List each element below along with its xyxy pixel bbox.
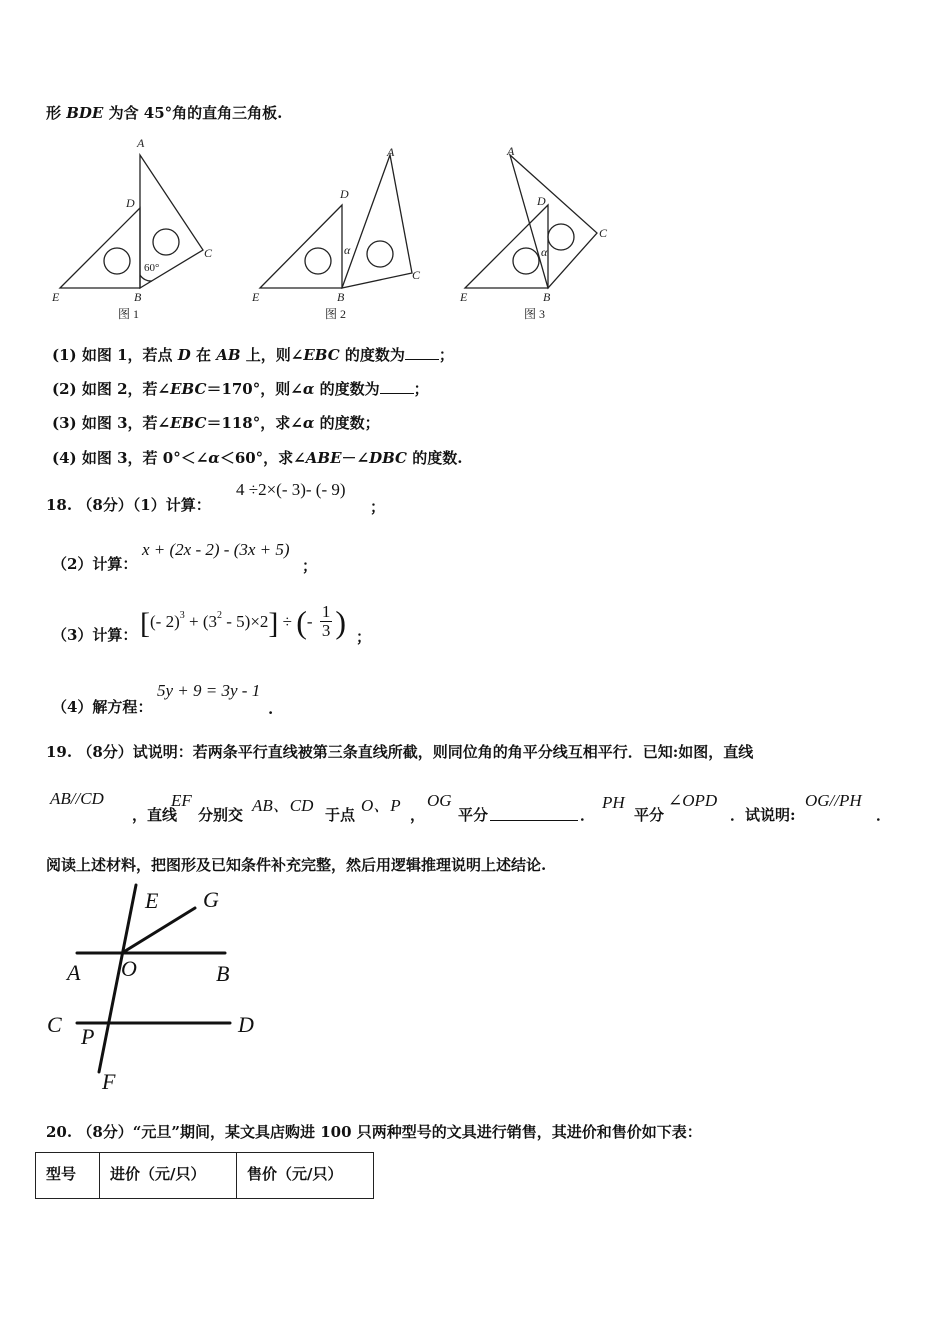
fig19-label-d: D bbox=[238, 1012, 254, 1037]
q19-line1: 19. （8分）试说明：若两条平行直线被第三条直线所截，则同位角的角平分线互相平行．已知:如图，直线 bbox=[46, 743, 754, 761]
q18-expr2: x + (2x - 2) - (3x + 5) bbox=[142, 540, 290, 559]
q19-ab-cd2: AB、CD bbox=[252, 796, 314, 815]
fig3-triangle-abc bbox=[510, 155, 597, 288]
fig2-label-a: A bbox=[387, 145, 395, 159]
fig2-label-b: B bbox=[337, 290, 345, 304]
fig19-label-o: O bbox=[121, 956, 137, 981]
fig1-angle-label: 60° bbox=[144, 262, 160, 274]
q20-price-table bbox=[35, 1152, 374, 1199]
fig3-label-c: C bbox=[599, 226, 608, 240]
q18-expr1: 4 ÷2×(- 3)- (- 9) bbox=[236, 480, 346, 499]
q18-expr3: [(- $2)^3 + (3^2 - 5)\times 2$] ÷ (- $\frac{1}{3}$ ) bbox=[140, 601, 346, 640]
fig1-label-a: A bbox=[137, 136, 145, 150]
q19-ph: PH bbox=[602, 793, 625, 812]
intro-line bbox=[46, 103, 282, 123]
fig1-label-b: B bbox=[134, 290, 142, 304]
fig1-label-d: D bbox=[126, 196, 135, 210]
parallel-lines-figure bbox=[40, 880, 280, 1095]
fig2-circle-left bbox=[305, 248, 331, 274]
fig1-circle-right bbox=[153, 229, 179, 255]
q19-op: O、P bbox=[361, 796, 401, 815]
intro-prefix: 形 bbox=[46, 104, 67, 122]
fig1-caption: 图 1 bbox=[118, 307, 140, 321]
table-header-price: 售价（元/只） bbox=[237, 1153, 374, 1199]
fig1-circle-left bbox=[104, 248, 130, 274]
fig2-alpha: α bbox=[344, 243, 351, 257]
fig19-label-f: F bbox=[102, 1069, 116, 1094]
table-header-model: 型号 bbox=[36, 1153, 100, 1199]
fig3-label-a: A bbox=[507, 144, 515, 158]
fig1-angle-arc bbox=[140, 275, 152, 281]
fig2-circle-right bbox=[367, 241, 393, 267]
fig19-label-b: B bbox=[216, 961, 230, 986]
fig2-label-d: D bbox=[340, 187, 349, 201]
q17-part2-answer-blank[interactable] bbox=[380, 393, 414, 394]
fig3-label-d: D bbox=[537, 194, 546, 208]
q19-og: OG bbox=[427, 791, 452, 810]
fig2-caption: 图 2 bbox=[325, 307, 347, 321]
q18-header: 18. （8分）（1）计算： bbox=[46, 496, 211, 514]
table-row bbox=[36, 1153, 374, 1199]
q19-og-ph: OG//PH bbox=[805, 791, 862, 810]
q17-part1-answer-blank[interactable] bbox=[405, 359, 439, 360]
q17-part2: (2) 如图 2，若∠EBC＝170°，则∠α 的度数为 ； bbox=[52, 380, 429, 398]
fig3-label-e: E bbox=[460, 290, 468, 304]
fig1-triangle-bde bbox=[60, 208, 140, 288]
fig19-label-g: G bbox=[203, 887, 219, 912]
q18-part3-label: （3）计算： bbox=[52, 626, 138, 644]
q18-expr4: 5y + 9 = 3y - 1 bbox=[157, 681, 261, 700]
fig19-label-a: A bbox=[67, 960, 81, 985]
fig3-alpha: α bbox=[541, 245, 548, 259]
q18-fraction: $\frac{1}{3}$ bbox=[321, 601, 331, 640]
q18-part2-label: （2）计算： bbox=[52, 555, 138, 573]
fig1-label-e: E bbox=[52, 290, 60, 304]
ray-og bbox=[122, 908, 195, 953]
q19-line3: 阅读上述材料，把图形及已知条件补充完整，然后用逻辑推理说明上述结论. bbox=[46, 856, 547, 874]
q19-answer-blank[interactable] bbox=[490, 820, 578, 821]
q18-part4-label: （4）解方程： bbox=[52, 698, 153, 716]
table-header-cost: 进价（元/只） bbox=[100, 1153, 237, 1199]
q19-ab-cd: AB//CD bbox=[50, 789, 104, 808]
intro-suffix: 为含 45°角的直角三角板. bbox=[103, 104, 283, 122]
q20-line: 20. （8分）“元旦”期间，某文具店购进 100 只两种型号的文具进行销售，其进价和售价如下表： bbox=[46, 1123, 702, 1141]
fig3-caption: 图 3 bbox=[524, 307, 546, 321]
fig3-circle-left bbox=[513, 248, 539, 274]
q17-part1: (1) 如图 1，若点 D 在 AB 上，则∠EBC 的度数为 ； bbox=[52, 346, 454, 364]
q19-opd: ∠OPD bbox=[668, 791, 718, 810]
fig1-label-c: C bbox=[204, 246, 213, 260]
intro-triangle-name: BDE bbox=[66, 104, 104, 122]
q19-ef: EF bbox=[171, 791, 192, 810]
fig2-label-e: E bbox=[252, 290, 260, 304]
fig3-label-b: B bbox=[543, 290, 551, 304]
fig2-label-c: C bbox=[412, 268, 421, 282]
triangle-figures bbox=[40, 135, 640, 330]
fig19-label-c: C bbox=[47, 1012, 62, 1037]
fig19-label-p: P bbox=[81, 1024, 95, 1049]
q17-part3: (3) 如图 3，若∠EBC＝118°，求∠α 的度数； bbox=[52, 414, 380, 432]
fig2-triangle-abc bbox=[342, 155, 412, 288]
fig19-label-e: E bbox=[145, 888, 159, 913]
q17-part4: (4) 如图 3，若 0°＜∠α＜60°，求∠ABE－∠DBC 的度数. bbox=[52, 449, 463, 467]
fig3-circle-right bbox=[548, 224, 574, 250]
fig2-triangle-bde bbox=[260, 205, 342, 288]
